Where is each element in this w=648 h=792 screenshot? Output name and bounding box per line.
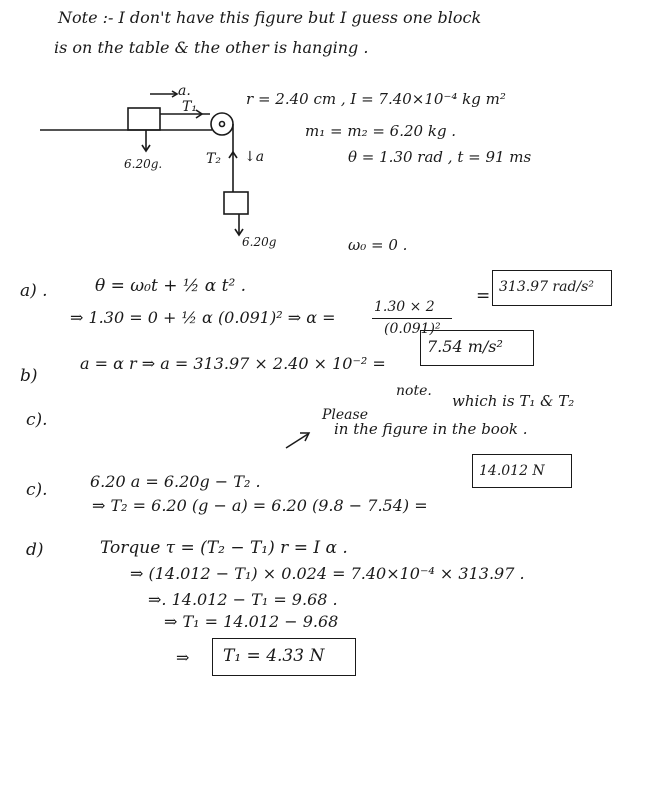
part-c-label: c).: [26, 480, 48, 500]
t2-label: T₂: [206, 151, 221, 167]
fraction-bar: [372, 318, 452, 319]
note-line-b: in the figure in the book .: [334, 420, 528, 438]
given-line-4: ω₀ = 0 .: [348, 236, 408, 254]
part-c-note-label: c).: [26, 410, 48, 430]
note-line-a: which is T₁ & T₂: [452, 392, 575, 410]
given-line-1: r = 2.40 cm , I = 7.40×10⁻⁴ kg m²: [246, 90, 506, 108]
part-d-eq2: ⇒ (14.012 − T₁) × 0.024 = 7.40×10⁻⁴ × 313.97 .: [130, 564, 525, 583]
part-b-eq: a = α r ⇒ a = 313.97 × 2.40 × 10⁻² =: [80, 354, 386, 373]
part-c-answer-box: [472, 454, 572, 488]
part-d-eq4: ⇒ T₁ = 14.012 − 9.68: [164, 612, 339, 631]
accel-label-down: ↓a: [244, 149, 265, 165]
part-c-eq1: 6.20 a = 6.20g − T₂ .: [90, 472, 261, 491]
t1-label: T₁: [182, 99, 197, 115]
part-a-answer: 313.97 rad/s²: [499, 279, 594, 295]
pulley: [211, 113, 233, 135]
part-b-answer-box: [420, 330, 534, 366]
part-b-answer: 7.54 m/s²: [427, 337, 503, 356]
part-a-equals: =: [476, 286, 491, 306]
block-on-table: [128, 108, 160, 130]
hanging-block: [224, 192, 248, 214]
part-d-answer-box: [212, 638, 356, 676]
part-d-answer: T₁ = 4.33 N: [223, 646, 325, 666]
part-a-eq2: ⇒ 1.30 = 0 + ½ α (0.091)² ⇒ α =: [70, 308, 336, 327]
part-b-label: b): [20, 366, 38, 386]
mass-label-bottom: 6.20g: [242, 235, 277, 249]
note-line-2: is on the table & the other is hanging .: [54, 38, 369, 57]
please-word: Please: [322, 407, 368, 423]
part-d-label: d): [26, 540, 44, 560]
note-word: note.: [396, 383, 432, 399]
given-line-2: m₁ = m₂ = 6.20 kg .: [305, 122, 457, 140]
part-a-answer-box: [492, 270, 612, 306]
accel-label-top: a.: [178, 83, 191, 99]
part-d-eq3: ⇒. 14.012 − T₁ = 9.68 .: [148, 590, 338, 609]
given-line-3: θ = 1.30 rad , t = 91 ms: [348, 148, 532, 166]
part-a-fraction-num: 1.30 × 2: [374, 299, 435, 315]
part-c-answer: 14.012 N: [479, 463, 545, 479]
part-a-label: a) .: [20, 281, 48, 301]
note-line-1: Note :- I don't have this figure but I guess one block: [58, 8, 482, 27]
part-c-eq2: ⇒ T₂ = 6.20 (g − a) = 6.20 (9.8 − 7.54) =: [92, 496, 428, 515]
part-d-implies: ⇒: [176, 648, 190, 667]
part-d-eq1: Torque τ = (T₂ − T₁) r = I α .: [100, 538, 348, 558]
mass-label-left: 6.20g.: [124, 157, 163, 171]
part-a-fraction-den: (0.091)²: [384, 321, 441, 337]
part-a-eq1: θ = ω₀t + ½ α t² .: [95, 276, 247, 296]
